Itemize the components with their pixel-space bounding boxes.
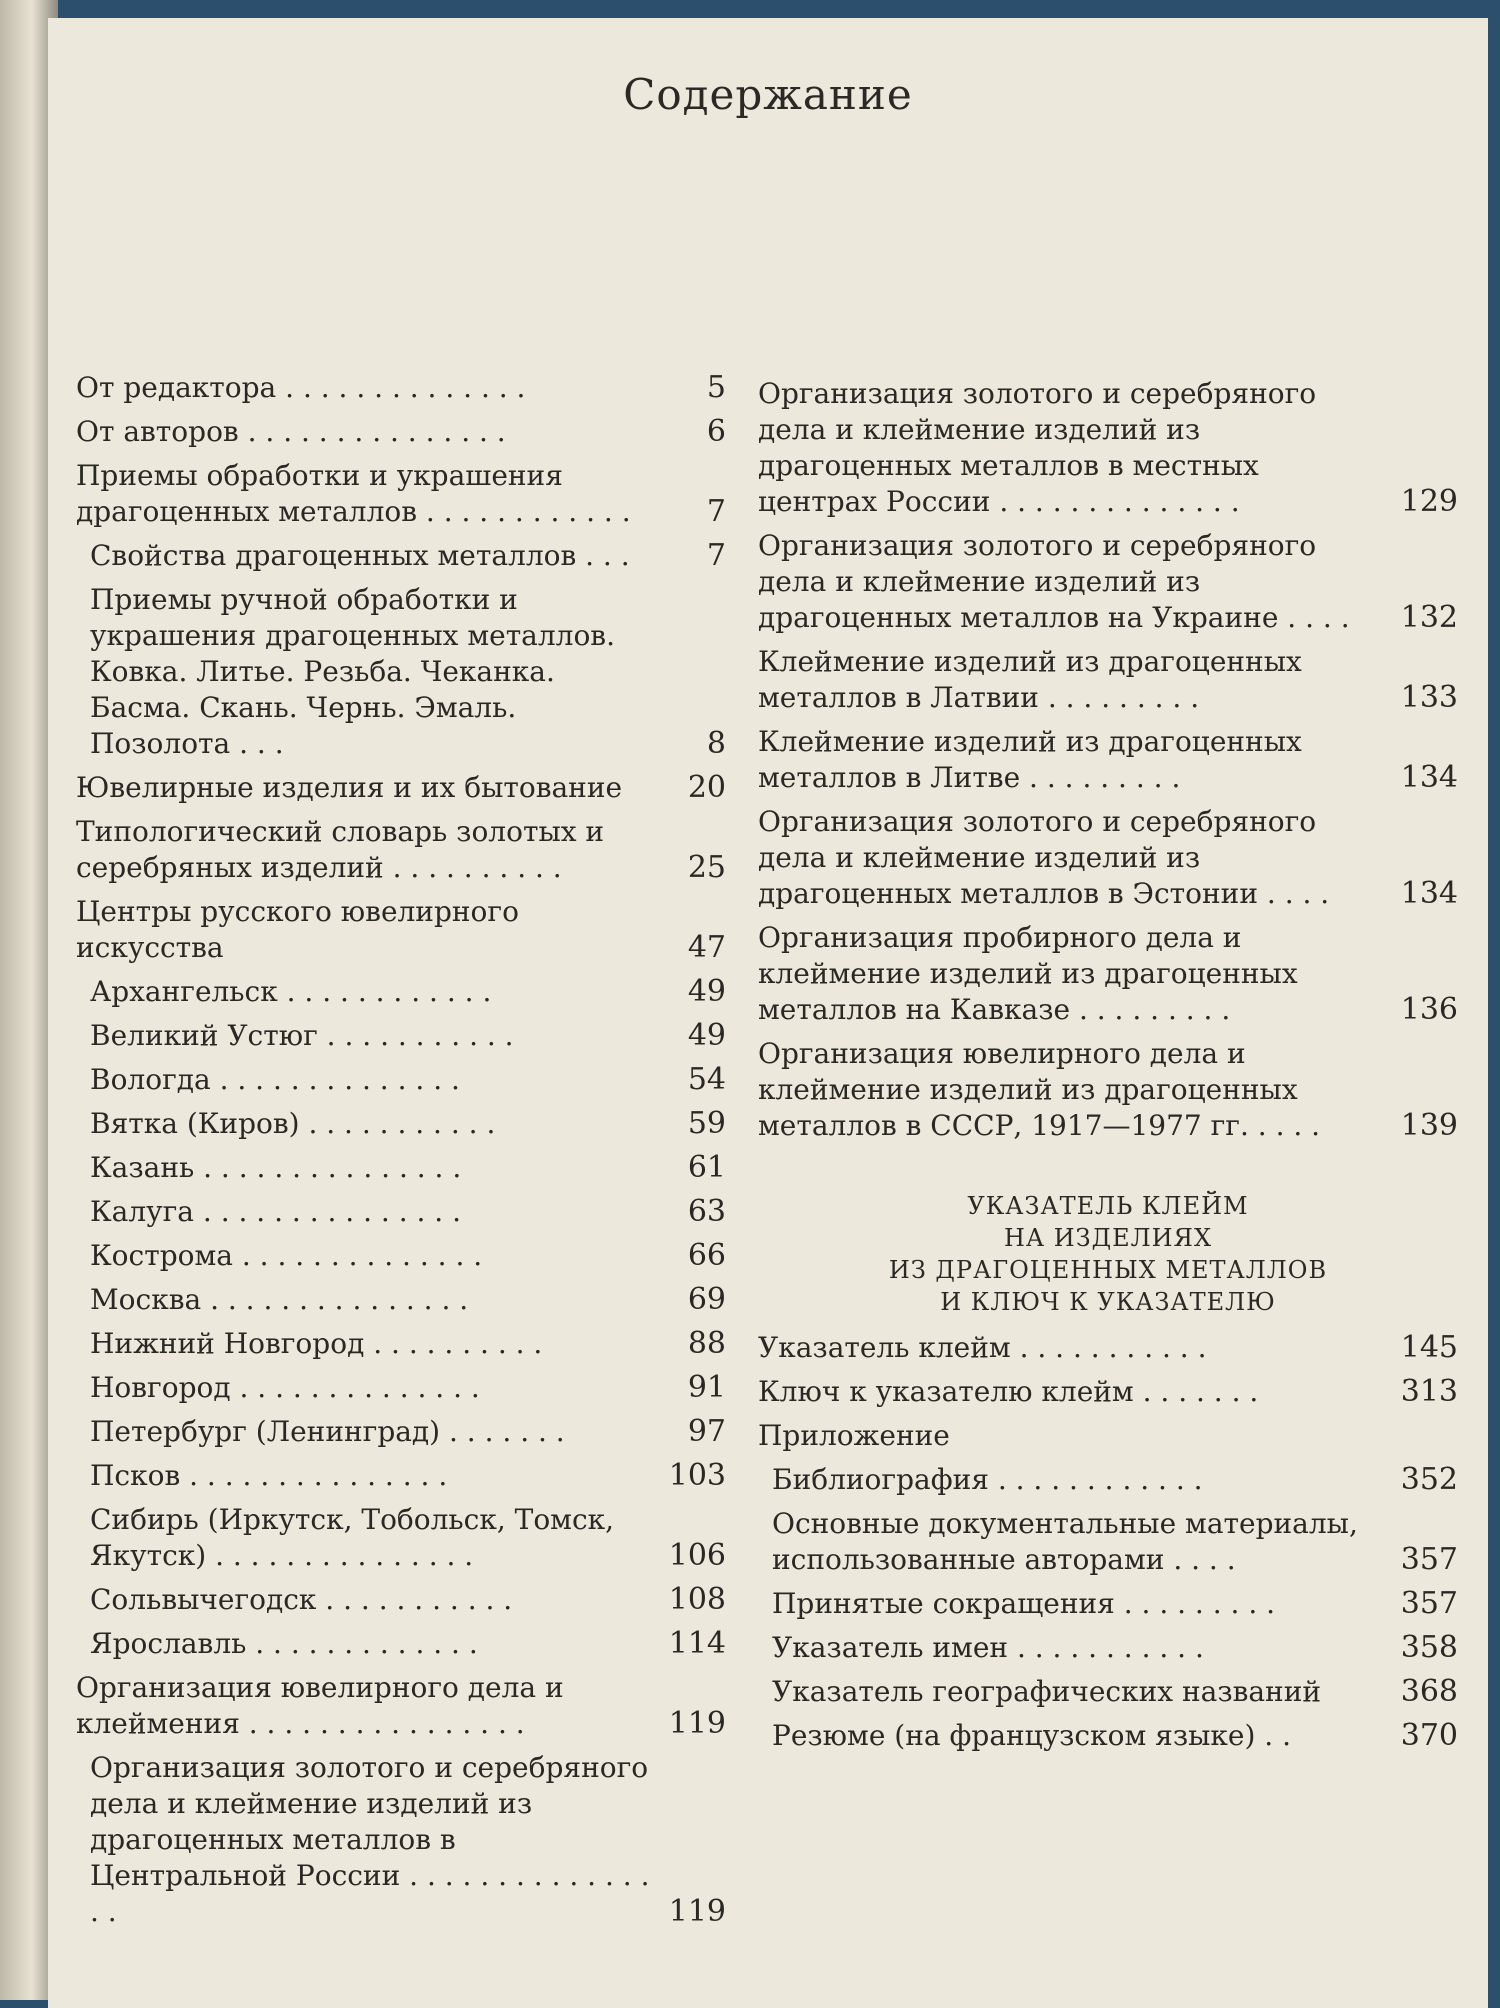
toc-entry-page-number: 132 [1400, 600, 1458, 635]
toc-entry-page-number: 119 [668, 1706, 726, 1741]
toc-entry-title: Ключ к указателю клейм . . . . . . . [758, 1375, 1259, 1408]
toc-entry-title: Принятые сокращения . . . . . . . . . [772, 1587, 1276, 1620]
toc-entry [76, 894, 726, 966]
toc-entry-page-number: 7 [706, 494, 726, 529]
toc-entry [76, 1370, 726, 1406]
toc-entry-title: Резюме (на французском языке) . . [772, 1719, 1291, 1752]
toc-entry-page-number: 134 [1400, 876, 1458, 911]
right-entries [758, 376, 1458, 1144]
toc-entry-page-number: 63 [687, 1194, 726, 1229]
toc-entry [76, 458, 726, 530]
toc-entry [758, 1674, 1458, 1710]
toc-entry-title: Свойства драгоценных металлов . . . [90, 539, 630, 572]
toc-entry [76, 1670, 726, 1742]
toc-entry-title: Организация золотого и серебряного дела и клеймение изделий из драгоценных металлов в местных центрах России . . . . . . . . . . . . . . [758, 377, 1317, 518]
toc-entry-title: Москва . . . . . . . . . . . . . . . [90, 1283, 469, 1316]
toc-entry [758, 1586, 1458, 1622]
toc-entry [758, 1418, 1458, 1454]
toc-entry-title: Организация золотого и серебряного дела и клеймение изделий из драгоценных металлов в Центральной России . . . . . . . . . . . . . . . . [90, 1751, 650, 1928]
toc-entry-page-number: 139 [1400, 1108, 1458, 1143]
contents-left-column [76, 370, 726, 1938]
toc-entry-page-number: 97 [687, 1414, 726, 1449]
toc-entry-title: Сибирь (Иркутск, Тобольск, Томск, Якутск) . . . . . . . . . . . . . . . [90, 1503, 615, 1572]
toc-entry-title: Вологда . . . . . . . . . . . . . . [90, 1063, 460, 1096]
toc-entry-title: Ювелирные изделия и их бытование [76, 771, 623, 804]
toc-entry-page-number: 8 [706, 726, 726, 761]
contents-right-column [758, 376, 1458, 1762]
toc-entry-page-number: 54 [687, 1062, 726, 1097]
toc-entry [76, 414, 726, 450]
toc-entry-title: Указатель географических названий [772, 1675, 1322, 1708]
toc-entry-page-number: 368 [1400, 1674, 1458, 1709]
toc-entry [76, 1626, 726, 1662]
toc-entry [76, 582, 726, 762]
toc-entry [758, 376, 1458, 520]
toc-entry-title: Организация золотого и серебряного дела и клеймение изделий из драгоценных металлов в Эстонии . . . . [758, 805, 1330, 910]
toc-entry-title: Клеймение изделий из драгоценных металлов в Латвии . . . . . . . . . [758, 645, 1302, 714]
toc-entry-page-number: 91 [687, 1370, 726, 1405]
toc-entry-page-number: 6 [706, 414, 726, 449]
contents-page [48, 18, 1488, 2008]
toc-entry-title: Великий Устюг . . . . . . . . . . . [90, 1019, 514, 1052]
toc-entry-page-number: 133 [1400, 680, 1458, 715]
toc-entry-title: Псков . . . . . . . . . . . . . . . [90, 1459, 448, 1492]
toc-entry-title: Приемы ручной обработки и украшения драгоценных металлов. Ковка. Литье. Резьба. Чеканка. Басма. Скань. Чернь. Эмаль. Позолота . . . [90, 583, 615, 760]
toc-entry-title: Организация ювелирного дела и клеймение изделий из драгоценных металлов в СССР, 1917—1977 гг. . . . . [758, 1037, 1321, 1142]
toc-entry [76, 538, 726, 574]
toc-entry-page-number: 313 [1400, 1374, 1458, 1409]
toc-entry-page-number: 25 [687, 850, 726, 885]
toc-entry-title: Нижний Новгород . . . . . . . . . . [90, 1327, 543, 1360]
toc-entry-title: Основные документальные материалы, использованные авторами . . . . [772, 1507, 1358, 1576]
toc-entry [76, 1238, 726, 1274]
toc-entry-page-number: 88 [687, 1326, 726, 1361]
toc-entry-title: Приемы обработки и украшения драгоценных металлов . . . . . . . . . . . . [76, 459, 631, 528]
toc-entry [76, 1750, 726, 1930]
toc-entry-title: Петербург (Ленинград) . . . . . . . [90, 1415, 565, 1448]
toc-entry-title: Указатель имен . . . . . . . . . . . [772, 1631, 1204, 1664]
toc-entry-page-number: 357 [1400, 1586, 1458, 1621]
toc-entry-title: Вятка (Киров) . . . . . . . . . . . [90, 1107, 496, 1140]
toc-entry-page-number: 106 [668, 1538, 726, 1573]
toc-entry [76, 974, 726, 1010]
toc-entry-page-number: 20 [687, 770, 726, 805]
toc-entry-title: От редактора . . . . . . . . . . . . . . [76, 371, 526, 404]
toc-entry [758, 1506, 1458, 1578]
toc-entry [758, 644, 1458, 716]
toc-entry [758, 920, 1458, 1028]
toc-entry-page-number: 49 [687, 1018, 726, 1053]
toc-entry-page-number: 108 [668, 1582, 726, 1617]
toc-entry-title: Сольвычегодск . . . . . . . . . . . [90, 1583, 513, 1616]
toc-entry [758, 724, 1458, 796]
toc-entry [76, 1194, 726, 1230]
toc-entry [758, 528, 1458, 636]
toc-entry-title: Типологический словарь золотых и серебряных изделий . . . . . . . . . . [76, 815, 605, 884]
toc-entry-title: Клеймение изделий из драгоценных металлов в Литве . . . . . . . . . [758, 725, 1302, 794]
toc-entry [76, 1062, 726, 1098]
toc-entry-page-number: 7 [706, 538, 726, 573]
toc-entry-page-number: 357 [1400, 1542, 1458, 1577]
toc-entry-page-number: 119 [668, 1894, 726, 1929]
toc-entry-page-number: 103 [668, 1458, 726, 1493]
toc-entry-page-number: 358 [1400, 1630, 1458, 1665]
toc-entry-title: Архангельск . . . . . . . . . . . . [90, 975, 492, 1008]
toc-entry [76, 1582, 726, 1618]
toc-entry [76, 1150, 726, 1186]
toc-entry-page-number: 69 [687, 1282, 726, 1317]
toc-entry-page-number: 47 [687, 930, 726, 965]
toc-entry [76, 1282, 726, 1318]
toc-entry-title: Библиография . . . . . . . . . . . . [772, 1463, 1203, 1496]
toc-entry-title: Ярославль . . . . . . . . . . . . . [90, 1627, 478, 1660]
toc-entry [758, 1036, 1458, 1144]
toc-entry-page-number: 129 [1400, 484, 1458, 519]
toc-entry-page-number: 145 [1400, 1330, 1458, 1365]
toc-entry-title: Казань . . . . . . . . . . . . . . . [90, 1151, 462, 1184]
toc-entry-page-number: 66 [687, 1238, 726, 1273]
toc-entry [758, 1630, 1458, 1666]
toc-entry [76, 814, 726, 886]
toc-entry-title: Кострома . . . . . . . . . . . . . . [90, 1239, 483, 1272]
toc-entry [758, 1374, 1458, 1410]
toc-entry [76, 1106, 726, 1142]
toc-entry [76, 1414, 726, 1450]
toc-entry [76, 1018, 726, 1054]
toc-entry-title: Организация пробирного дела и клеймение изделий из драгоценных металлов на Кавказе . . . . . . . . . [758, 921, 1298, 1026]
toc-entry [758, 1718, 1458, 1754]
toc-entry-page-number: 136 [1400, 992, 1458, 1027]
toc-entry-title: Приложение [758, 1419, 950, 1452]
toc-entry [76, 1458, 726, 1494]
index-entries [758, 1330, 1458, 1754]
toc-entry-page-number: 49 [687, 974, 726, 1009]
toc-entry [758, 1330, 1458, 1366]
toc-entry-page-number: 352 [1400, 1462, 1458, 1497]
page-title: Содержание [623, 70, 913, 119]
toc-entry-page-number: 114 [668, 1626, 726, 1661]
index-heading: УКАЗАТЕЛЬ КЛЕЙМ НА ИЗДЕЛИЯХ ИЗ ДРАГОЦЕННЫХ МЕТАЛЛОВ И КЛЮЧ К УКАЗАТЕЛЮ [888, 1192, 1328, 1316]
toc-entry-title: От авторов . . . . . . . . . . . . . . . [76, 415, 506, 448]
toc-entry-title: Новгород . . . . . . . . . . . . . . [90, 1371, 480, 1404]
toc-entry-page-number: 5 [706, 370, 726, 405]
toc-entry-title: Организация золотого и серебряного дела и клеймение изделий из драгоценных металлов на Украине . . . . [758, 529, 1350, 634]
toc-entry [76, 770, 726, 806]
toc-entry-title: Организация ювелирного дела и клеймения . . . . . . . . . . . . . . . . [76, 1671, 564, 1740]
toc-entry-page-number: 61 [687, 1150, 726, 1185]
toc-entry-page-number: 370 [1400, 1718, 1458, 1753]
toc-entry [76, 370, 726, 406]
toc-entry-title: Указатель клейм . . . . . . . . . . . [758, 1331, 1207, 1364]
toc-entry [76, 1502, 726, 1574]
toc-entry-title: Калуга . . . . . . . . . . . . . . . [90, 1195, 461, 1228]
toc-entry-page-number: 134 [1400, 760, 1458, 795]
toc-entry [76, 1326, 726, 1362]
toc-entry [758, 804, 1458, 912]
toc-entry [758, 1462, 1458, 1498]
toc-entry-title: Центры русского ювелирного искусства [76, 895, 519, 964]
toc-entry-page-number: 59 [687, 1106, 726, 1141]
